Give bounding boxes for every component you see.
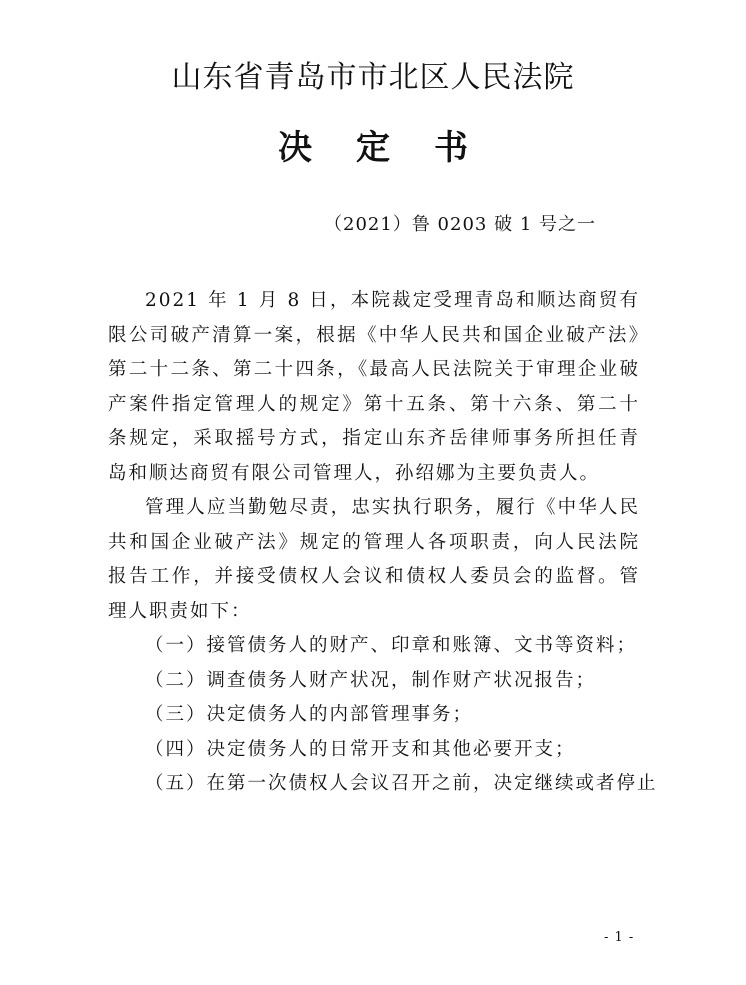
court-name: 山东省青岛市市北区人民法院 <box>171 60 575 95</box>
duty-item-5: （五）在第一次债权人会议召开之前，决定继续或者停止 <box>145 773 658 794</box>
duty-item-3: （三）决定债务人的内部管理事务； <box>145 704 474 725</box>
document-body <box>108 284 658 802</box>
duty-item-2: （二）调查债务人财产状况，制作财产状况报告； <box>145 669 597 691</box>
paragraph-duties-intro: 管理人应当勤勉尽责，忠实执行职务，履行《中华人民共和国企业破产法》规定的管理人各项职责，向人民法院报告工作，并接受债权人会议和债权人委员会的监督。管理人职责如下： <box>108 497 640 622</box>
duty-item-1: （一）接管债务人的财产、印章和账簿、文书等资料； <box>145 635 638 656</box>
paragraph-appointment: 2021 年 1 月 8 日，本院裁定受理青岛和顺达商贸有限公司破产清算一案，根据《中华人民共和国企业破产法》第二十二条、第二十四条，《最高人民法院关于审理企业破产案件指定管理人的规定》第十五条、第十六条、第二十条规定，采取摇号方式，指定山东齐岳律师事务所担任青岛和顺达商贸有限公司管理人，孙绍娜为主要负责人。 <box>108 290 640 484</box>
case-number: （2021）鲁 0203 破 1 号之一 <box>324 214 596 235</box>
page-number: - 1 - <box>604 930 635 945</box>
duty-item-4: （四）决定债务人的日常开支和其他必要开支； <box>145 738 576 760</box>
document-title: 决定书 <box>278 128 512 168</box>
